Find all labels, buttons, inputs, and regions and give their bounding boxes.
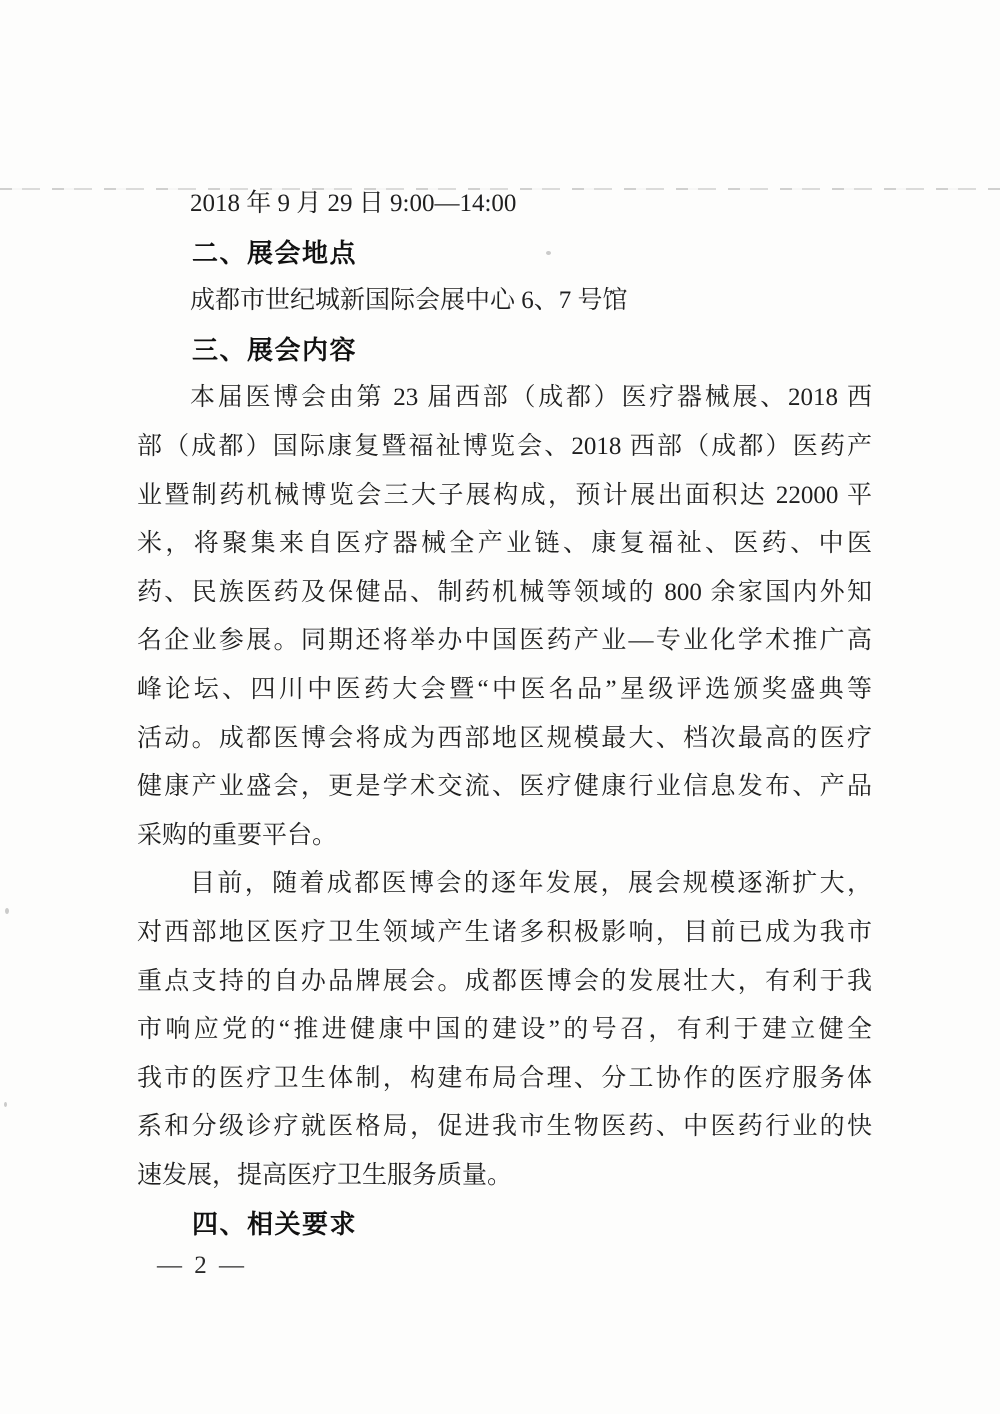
body-line: 我市的医疗卫生体制，构建布局合理、分工协作的医疗服务体 xyxy=(137,1064,872,1092)
body-line: 市响应党的“推进健康中国的建设”的号召，有利于建立健全 xyxy=(137,1016,872,1044)
section-heading-requirements: 四、相关要求 xyxy=(192,1209,358,1240)
body-line: 业暨制药机械博览会三大子展构成，预计展出面积达 22000 平 xyxy=(137,481,872,509)
scan-speck xyxy=(5,908,9,914)
body-line: 对西部地区医疗卫生领域产生诸多积极影响，目前已成为我市 xyxy=(137,918,872,946)
section-heading-content: 三、展会内容 xyxy=(192,334,358,365)
body-line: 药、民族医药及保健品、制药机械等领域的 800 余家国内外知 xyxy=(137,578,872,606)
section-heading-venue: 二、展会地点 xyxy=(192,237,358,268)
body-line: 健康产业盛会，更是学术交流、医疗健康行业信息发布、产品 xyxy=(137,773,872,801)
venue-line: 成都市世纪城新国际会展中心 6、7 号馆 xyxy=(190,287,628,315)
body-line: 活动。成都医博会将成为西部地区规模最大、档次最高的医疗 xyxy=(137,724,872,752)
paragraph-exhibition-content xyxy=(137,374,872,860)
document-body xyxy=(137,180,872,1249)
paragraph-development-impact xyxy=(137,860,872,1200)
page-number: — 2 — xyxy=(157,1252,247,1279)
body-line: 采购的重要平台。 xyxy=(137,821,338,849)
scan-speck xyxy=(4,1102,7,1107)
body-line: 速发展，提高医疗卫生服务质量。 xyxy=(137,1161,513,1189)
body-line: 名企业参展。同期还将举办中国医药产业—专业化学术推广高 xyxy=(137,627,872,655)
session-time-line: 2018 年 9 月 29 日 9:00—14:00 xyxy=(190,190,517,217)
body-line: 峰论坛、四川中医药大会暨“中医名品”星级评选颁奖盛典等 xyxy=(137,675,872,703)
body-line: 本届医博会由第 23 届西部（成都）医疗器械展、2018 西 xyxy=(190,384,872,412)
body-line: 重点支持的自办品牌展会。成都医博会的发展壮大，有利于我 xyxy=(137,967,872,995)
body-line: 目前，随着成都医博会的逐年发展，展会规模逐渐扩大， xyxy=(190,870,872,898)
body-line: 部（成都）国际康复暨福祉博览会、2018 西部（成都）医药产 xyxy=(137,432,872,460)
body-line: 系和分级诊疗就医格局，促进我市生物医药、中医药行业的快 xyxy=(137,1113,872,1141)
body-line: 米，将聚集来自医疗器械全产业链、康复福祉、医药、中医 xyxy=(137,530,872,558)
